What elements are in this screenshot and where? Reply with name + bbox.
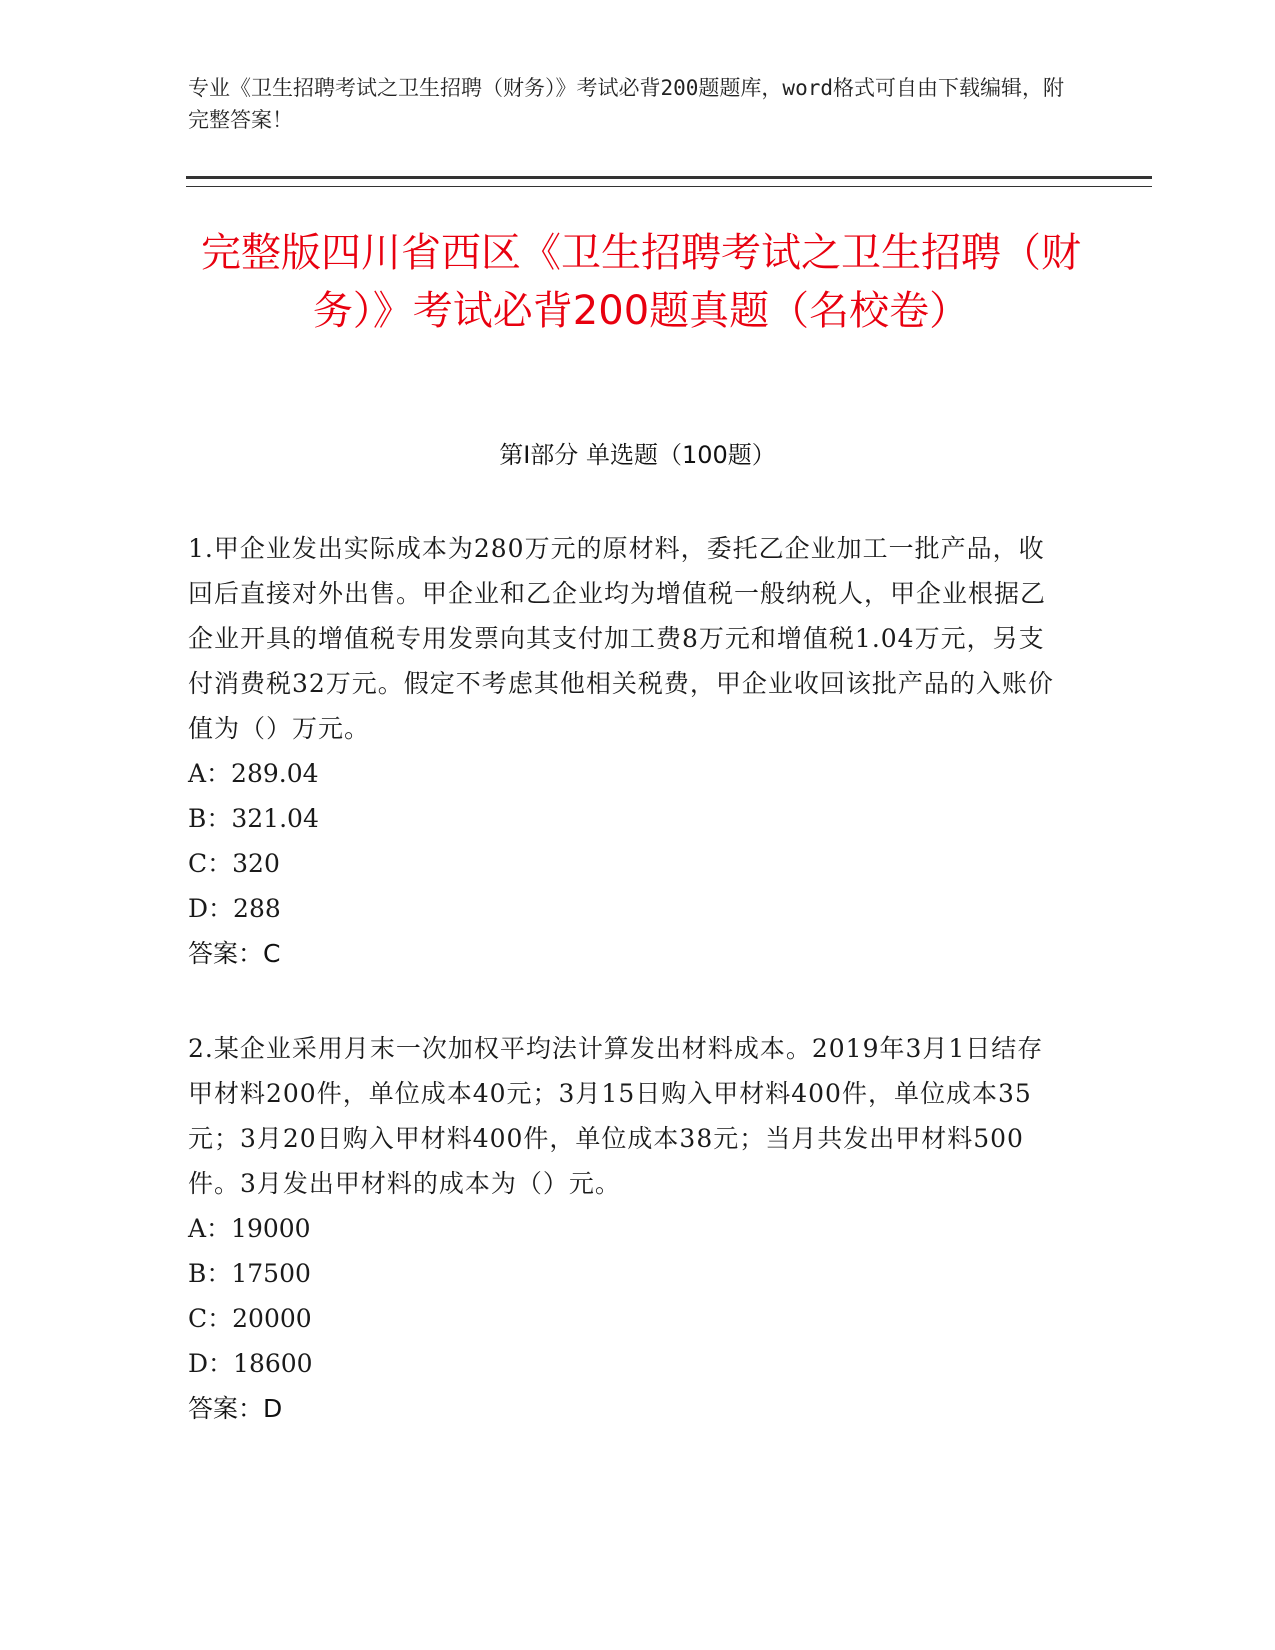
question-stem: 2.某企业采用月末一次加权平均法计算发出材料成本。2019年3月1日结存甲材料200件，单位成本40元；3月15日购入甲材料400件，单位成本35元；3月20日购入甲材料400件，单位成本38元；当月共发出甲材料500件。3月发出甲材料的成本为（）元。 bbox=[188, 1034, 1044, 1198]
document-title: 完整版四川省西区《卫生招聘考试之卫生招聘（财务）》考试必背200题真题（名校卷） bbox=[201, 230, 1081, 334]
question-2 bbox=[188, 1026, 1068, 1431]
option-a: A：19000 bbox=[188, 1214, 311, 1243]
option-b: B：321.04 bbox=[188, 804, 319, 833]
answer-line: 答案：C bbox=[188, 939, 281, 968]
option-d: D：18600 bbox=[188, 1349, 313, 1378]
option-b: B：17500 bbox=[188, 1259, 311, 1288]
option-a: A：289.04 bbox=[188, 759, 319, 788]
header-divider-thick bbox=[186, 176, 1152, 179]
option-c: C：20000 bbox=[188, 1304, 312, 1333]
answer-line: 答案：D bbox=[188, 1394, 283, 1423]
question-1 bbox=[188, 526, 1068, 976]
header-note: 专业《卫生招聘考试之卫生招聘（财务）》考试必背200题题库，word格式可自由下载编辑，附完整答案！ bbox=[188, 76, 1064, 132]
option-d: D：288 bbox=[188, 894, 281, 923]
option-c: C：320 bbox=[188, 849, 280, 878]
question-stem: 1.甲企业发出实际成本为280万元的原材料，委托乙企业加工一批产品，收回后直接对外出售。甲企业和乙企业均为增值税一般纳税人，甲企业根据乙企业开具的增值税专用发票向其支付加工费8万元和增值税1.04万元，另支付消费税32万元。假定不考虑其他相关税费，甲企业收回该批产品的入账价值为（）万元。 bbox=[188, 534, 1054, 743]
header-divider-thin bbox=[186, 186, 1152, 187]
section-title: 第Ⅰ部分 单选题（100题） bbox=[499, 441, 776, 469]
